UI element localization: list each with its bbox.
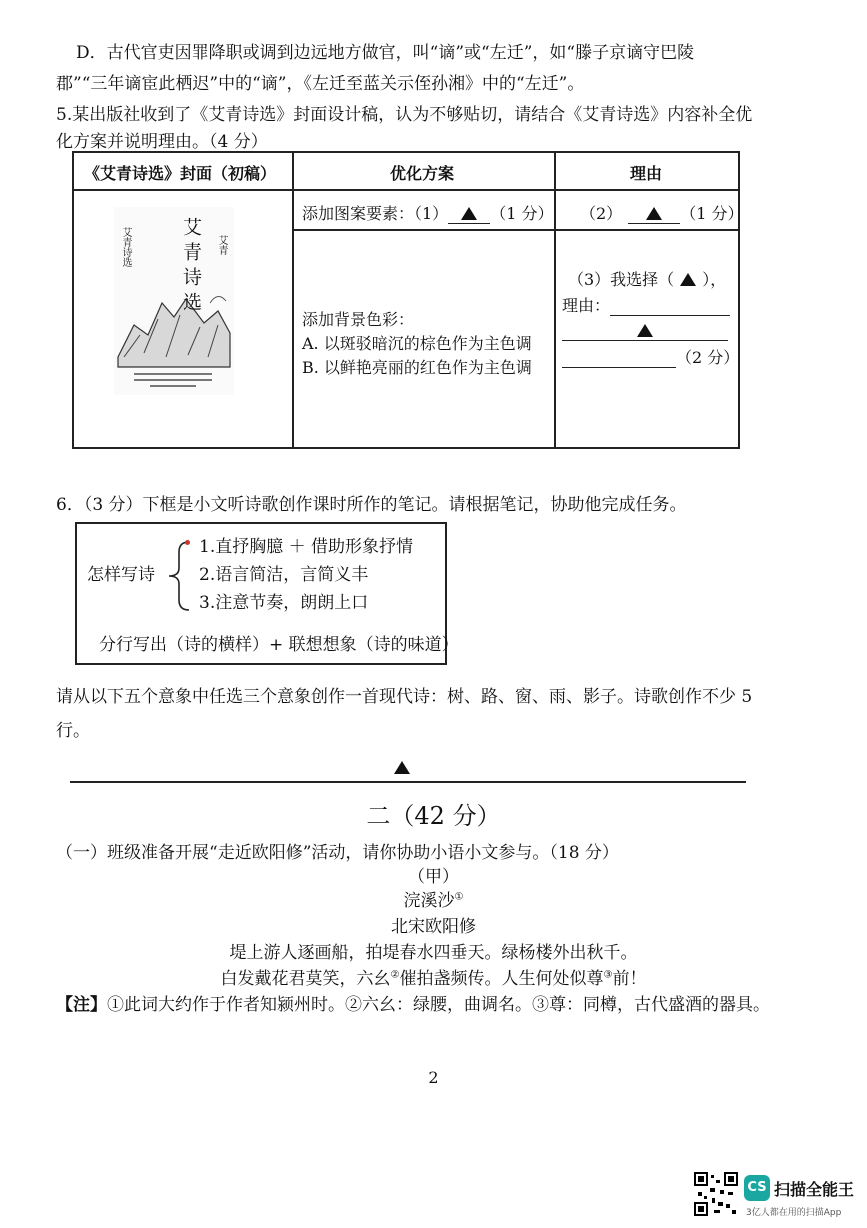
col-header-plan: 优化方案 xyxy=(390,164,455,183)
q6-task-line-2: 行。 xyxy=(56,721,90,741)
cover-optimization-table xyxy=(72,151,744,449)
section-2-intro: （一）班级准备开展“走近欧阳修”活动，请你协助小语小文参与。（18 分） xyxy=(56,843,619,863)
notes-topic: 怎样写诗 xyxy=(87,565,155,585)
reason-blank-line-1[interactable] xyxy=(610,296,730,316)
q6-stem: 6．（3 分）下框是小文听诗歌创作课时所作的笔记。请根据笔记，协助他完成任务。 xyxy=(56,495,687,515)
note-item-1: 1.直抒胸臆 ＋ 借助形象抒情 xyxy=(199,537,414,557)
note-item-3: 3.注意节奏，朗朗上口 xyxy=(199,593,369,613)
option-d-line-2: 郡”“三年谪宦此栖迟”中的“谪”，《左迁至蓝关示侄孙湘》中的“左迁”。 xyxy=(56,74,585,94)
q5-stem-line-1: 5.某出版社收到了《艾青诗选》封面设计稿，认为不够贴切，请结合《艾青诗选》内容补全优 xyxy=(56,105,753,125)
poem-author: 北宋欧阳修 xyxy=(391,917,476,937)
q5-stem-line-2: 化方案并说明理由。（4 分） xyxy=(56,132,268,152)
blank-2-triangle-icon[interactable] xyxy=(628,204,680,224)
blank-1-triangle-icon[interactable] xyxy=(448,204,490,224)
footer-slogan: 3亿人都在用的扫描App xyxy=(746,1208,842,1218)
poem-line-2: 白发戴花君莫笑，六幺②催拍盏频传。人生何处似尊③前！ xyxy=(220,969,647,989)
note-item-2: 2.语言简洁，言简义丰 xyxy=(199,565,369,585)
col-header-cover: 《艾青诗选》封面（初稿） xyxy=(84,164,277,183)
col-header-reason: 理由 xyxy=(630,164,663,183)
footer-brand: 扫描全能王 xyxy=(774,1180,855,1199)
section-2-title: 二（42 分） xyxy=(366,802,501,830)
poem-label-jia: （甲） xyxy=(408,867,459,887)
row1-plan: 添加图案要素：（1） （1 分） xyxy=(302,204,554,223)
qr-code-icon xyxy=(694,1172,738,1216)
reason-blank-line-3[interactable] xyxy=(562,348,676,368)
row2-option-b: B. 以鲜艳亮丽的红色作为主色调 xyxy=(302,358,532,377)
q6-task-line-1: 请从以下五个意象中任选三个意象创作一首现代诗：树、路、窗、雨、影子。诗歌创作不少 5 xyxy=(56,687,753,707)
brace-icon xyxy=(163,536,193,616)
poem-line-1: 堤上游人逐画船，拍堤春水四垂天。绿杨楼外出秋千。 xyxy=(229,943,638,963)
poem-notes: 【注】①此词大约作于作者知颍州时。②六幺：绿腰，曲调名。③尊：同樽，古代盛酒的器具。 xyxy=(56,995,770,1015)
cover-side-title: 艾青诗选 xyxy=(120,227,131,267)
row2-reason-score-line: （2 分） xyxy=(562,345,739,368)
option-d-line-1: D．古代官吏因罪降职或调到边远地方做官，叫“谪”或“左迁”，如“滕子京谪守巴陵 xyxy=(76,43,695,63)
row2-reason-choose: （3）我选择（ ）， xyxy=(568,270,727,289)
poetry-notes-box xyxy=(75,522,459,665)
note-bottom: 分行写出（诗的横样）+ 联想想象（诗的味道） xyxy=(99,635,459,655)
note-dot-icon xyxy=(185,540,190,545)
choice-triangle-icon[interactable] xyxy=(680,273,696,286)
poem-title: 浣溪沙① xyxy=(403,891,464,911)
row2-plan-title: 添加背景色彩： xyxy=(302,310,415,329)
row1-reason: （2） （1 分） xyxy=(580,204,744,223)
row2-reason-label: 理由： xyxy=(562,293,730,316)
row2-option-a: A. 以斑驳暗沉的棕色作为主色调 xyxy=(302,334,532,353)
cover-draft-image xyxy=(114,207,234,395)
page-number: 2 xyxy=(428,1068,439,1087)
cover-author: 艾青 xyxy=(216,235,227,255)
section-divider xyxy=(70,781,746,783)
answer-triangle-icon[interactable] xyxy=(394,758,410,778)
cover-title: 艾青诗选 xyxy=(180,217,202,317)
camscanner-logo-icon: CS xyxy=(744,1175,770,1201)
reason-blank-line-2[interactable] xyxy=(562,321,728,341)
